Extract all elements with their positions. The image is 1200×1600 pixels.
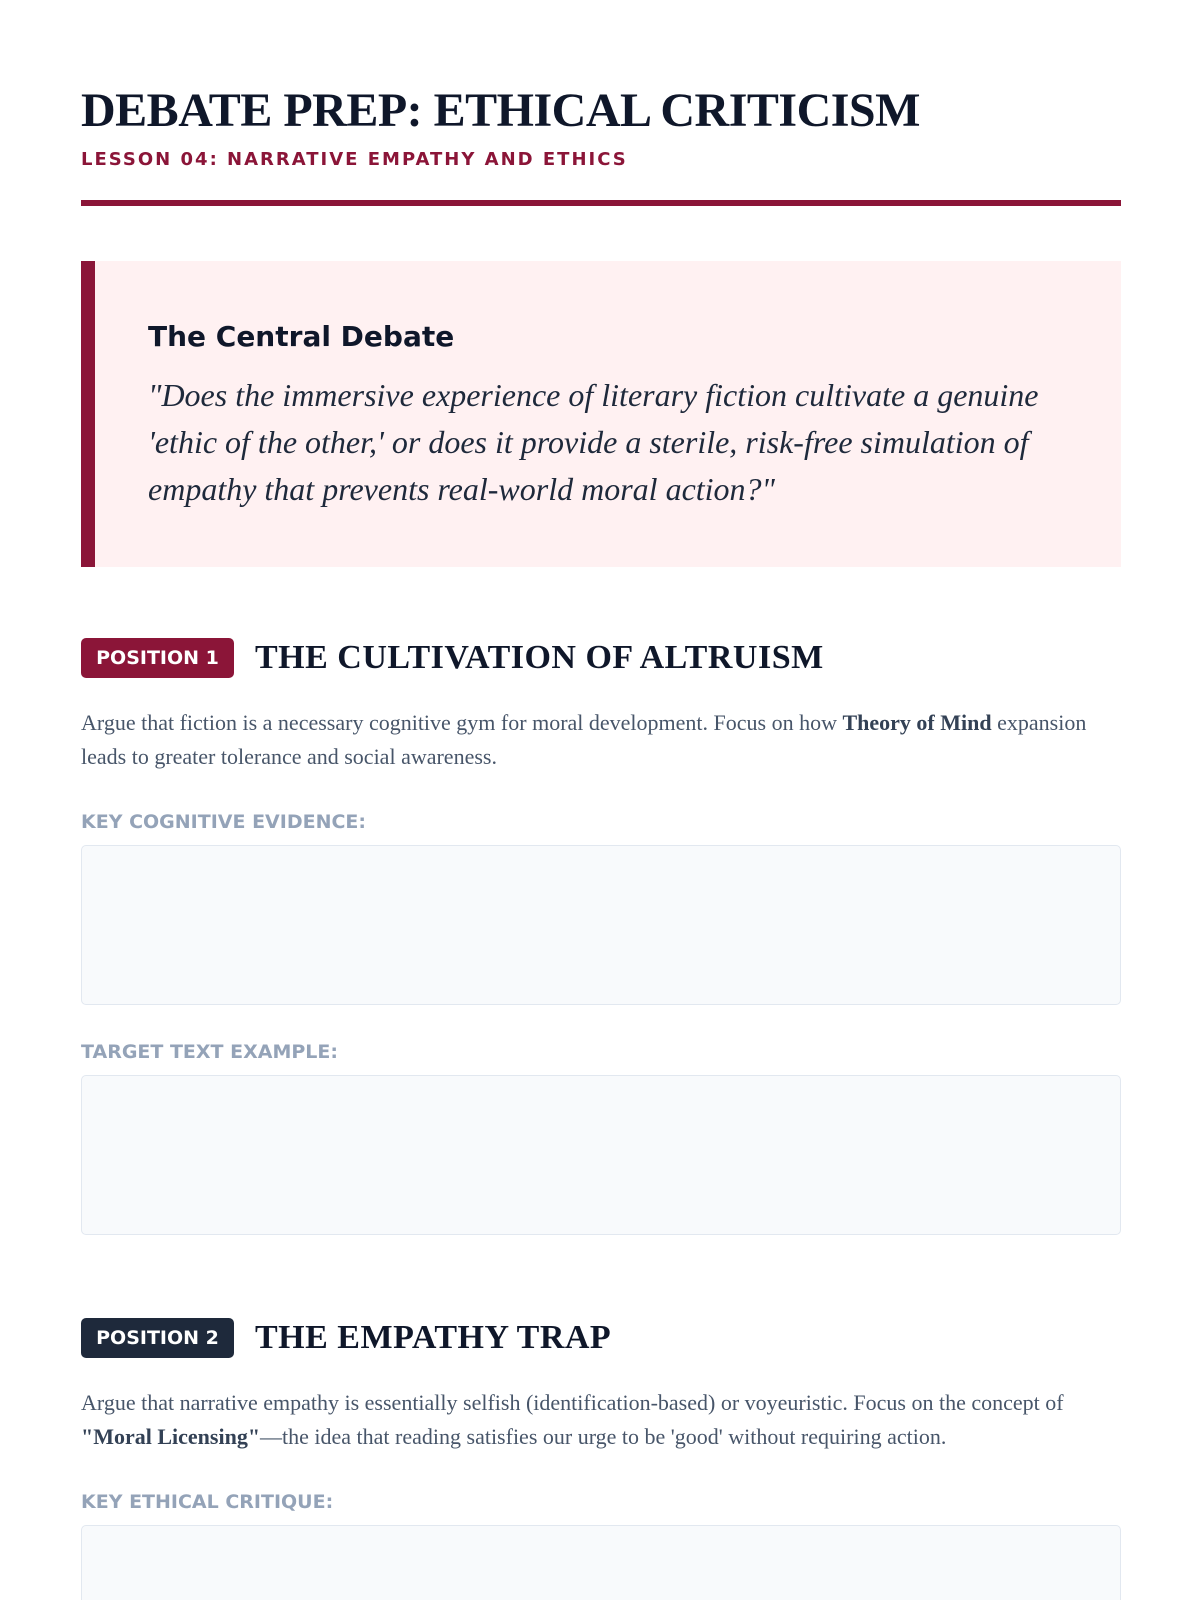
central-debate-callout: [81, 261, 1121, 567]
title-divider: [81, 200, 1121, 206]
key-cognitive-evidence-label: KEY COGNITIVE EVIDENCE:: [81, 811, 366, 833]
key-ethical-critique-label: KEY ETHICAL CRITIQUE:: [81, 1491, 334, 1513]
position-1-desc-emphasis: Theory of Mind: [842, 710, 992, 735]
target-text-example-label: TARGET TEXT EXAMPLE:: [81, 1041, 338, 1063]
position-1-desc-text: Argue that fiction is a necessary cognitive gym for moral development. Focus on how: [81, 710, 843, 735]
position-2-title: THE EMPATHY TRAP: [255, 1319, 612, 1356]
target-text-example-field[interactable]: [81, 1075, 1121, 1235]
key-ethical-critique-field[interactable]: [81, 1525, 1121, 1600]
position-2-description: [81, 1386, 1121, 1454]
central-debate-quote: "Does the immersive experience of literary fiction cultivate a genuine 'ethic of the other,' or does it provide a sterile, risk-free simulation of empathy that prevents real-world moral action?": [148, 377, 1039, 507]
page-title: DEBATE PREP: ETHICAL CRITICISM: [81, 84, 920, 137]
position-1-badge: POSITION 1: [81, 638, 234, 678]
callout-accent-bar: [81, 261, 95, 567]
position-1-description: [81, 706, 1121, 774]
central-debate-heading: The Central Debate: [148, 320, 455, 353]
position-1-desc-text-end: expansion leads to greater tolerance and social awareness.: [81, 710, 1087, 769]
key-cognitive-evidence-field[interactable]: [81, 845, 1121, 1005]
position-2-badge: POSITION 2: [81, 1318, 234, 1358]
lesson-subtitle: LESSON 04: NARRATIVE EMPATHY AND ETHICS: [81, 149, 628, 170]
position-2-desc-text-end: —the idea that reading satisfies our urge to be 'good' without requiring action.: [260, 1424, 947, 1449]
position-1-title: THE CULTIVATION OF ALTRUISM: [255, 639, 824, 676]
position-2-desc-text: Argue that narrative empathy is essentially selfish (identification-based) or voyeuristic. Focus on the concept of: [81, 1390, 1064, 1415]
position-2-desc-emphasis: "Moral Licensing": [81, 1424, 261, 1449]
